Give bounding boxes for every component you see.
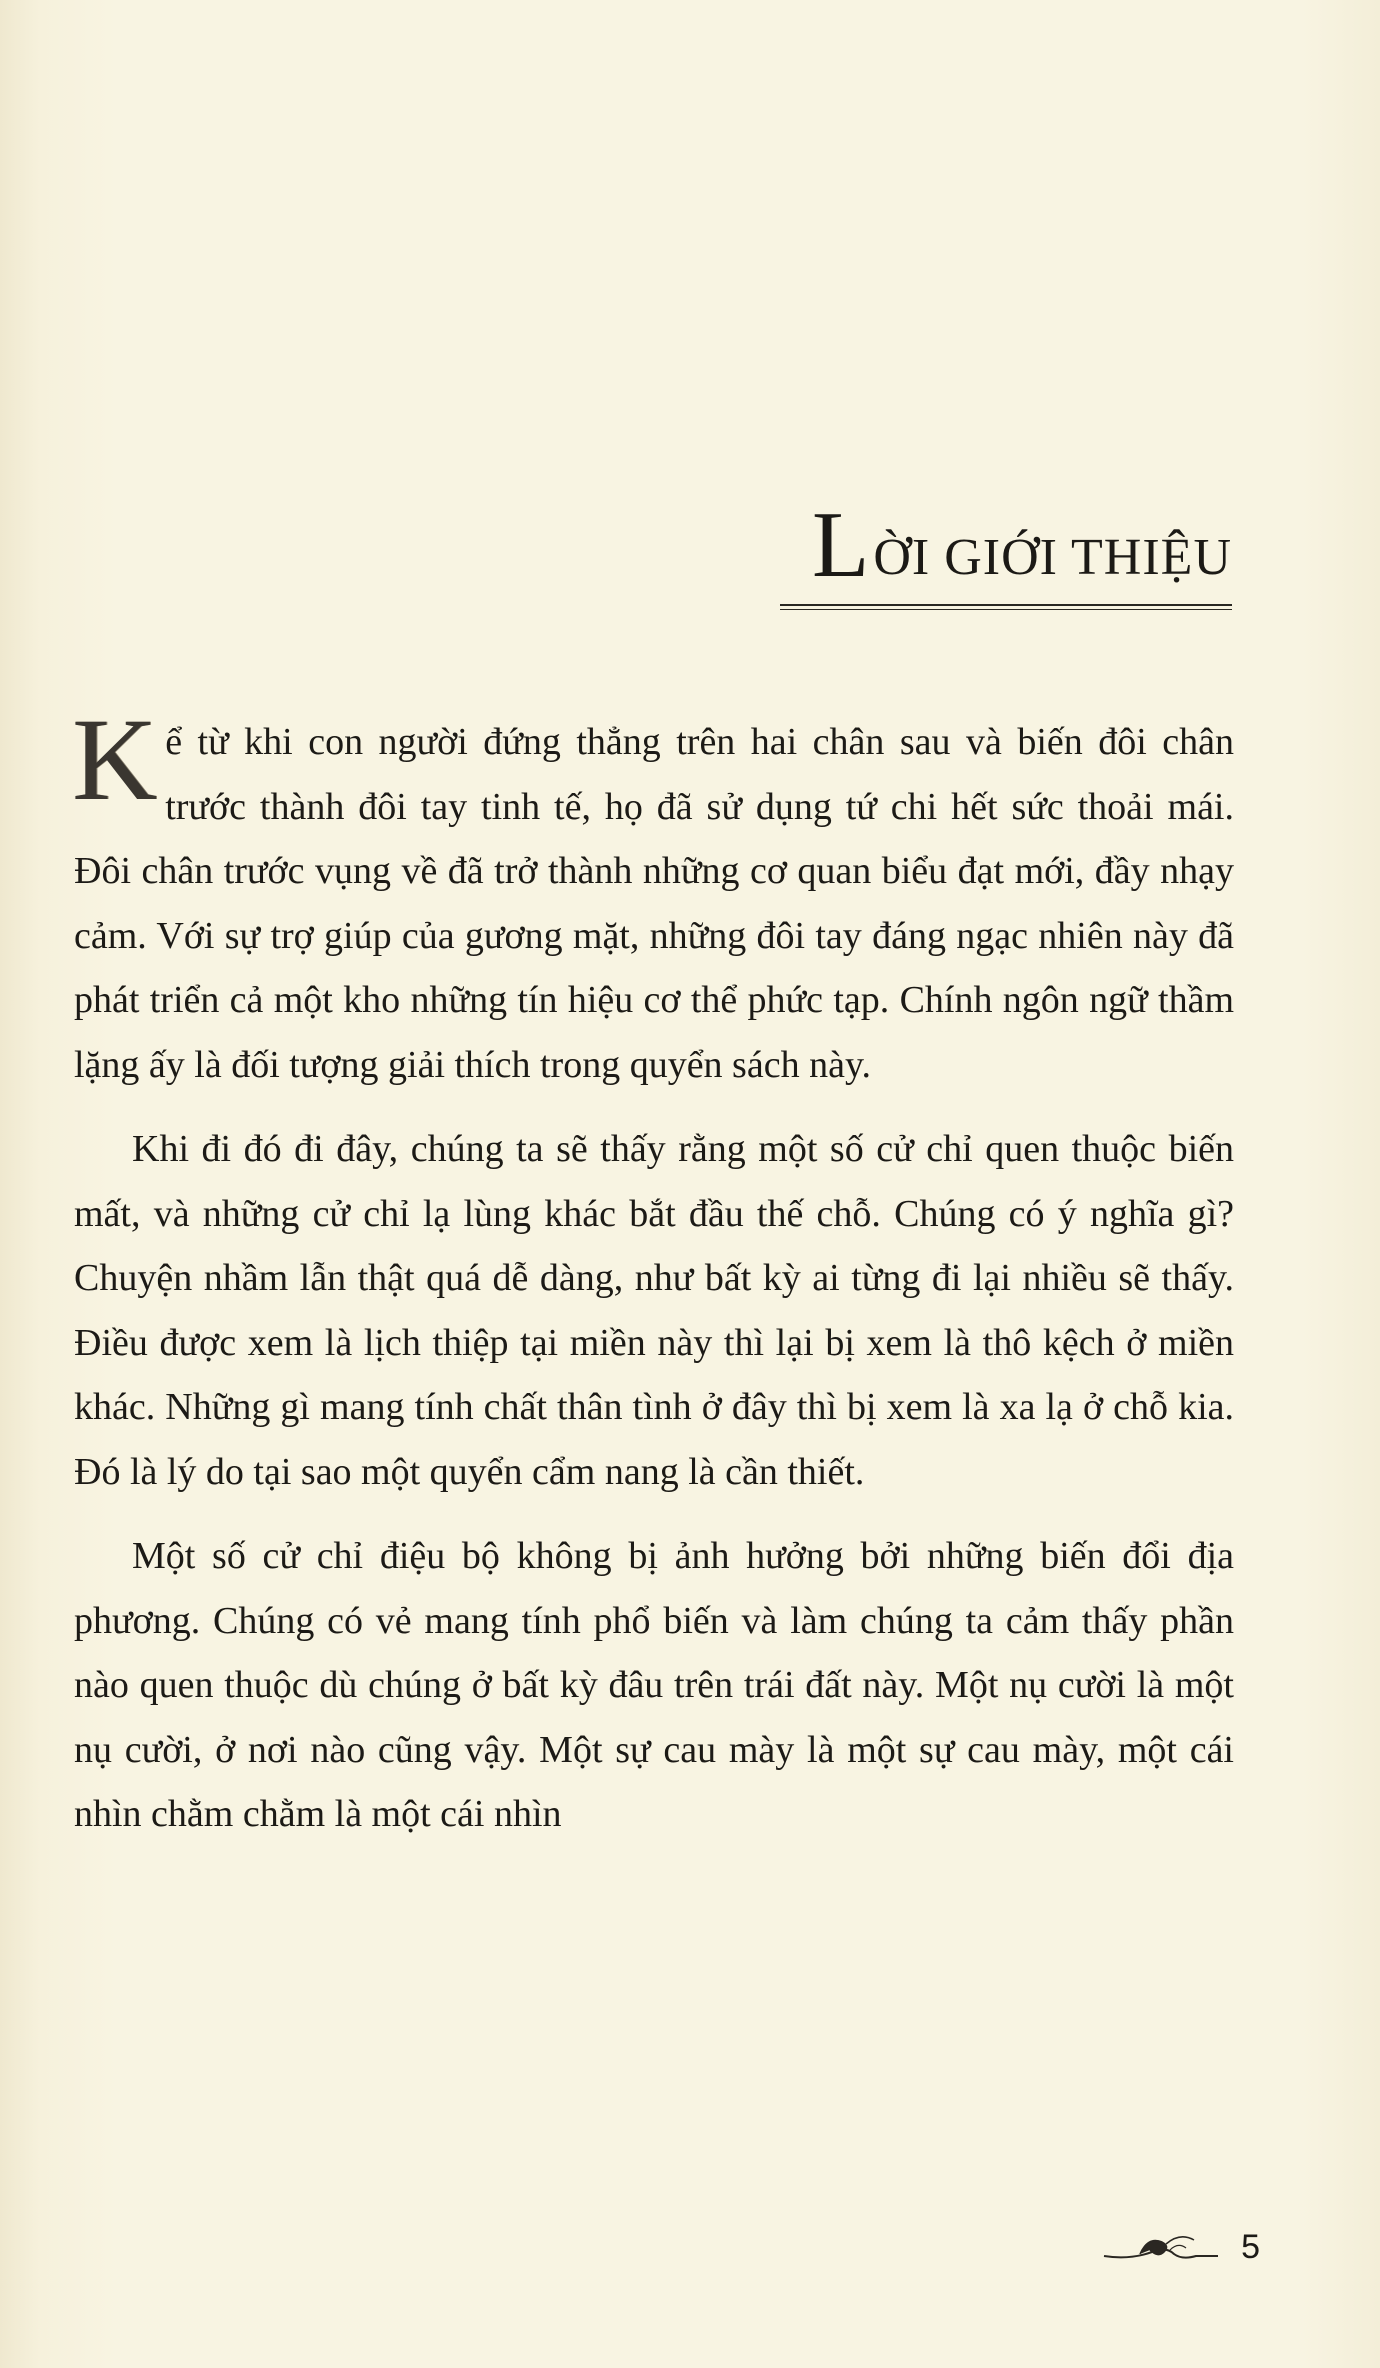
title-text: ỜI GIỚI THIỆU bbox=[873, 529, 1232, 586]
page-number: 5 bbox=[1241, 2228, 1260, 2266]
paragraph-3: Một số cử chỉ điệu bộ không bị ảnh hưởng bởi những biến đổi địa phương. Chúng có vẻ mang tính phổ biến và làm chúng ta cảm thấy phần nào quen thuộc dù chúng ở bất kỳ đâu trên trái đất này. Một nụ cười là một nụ cười, ở nơi nào cũng vậy. Một sự cau mày là một sự cau mày, một cái nhìn chằm chằm là một cái nhìn bbox=[74, 1535, 1234, 1835]
title-initial: L bbox=[811, 493, 870, 597]
page-footer bbox=[1100, 2230, 1260, 2270]
chapter-title bbox=[811, 493, 1232, 597]
title-underline bbox=[780, 604, 1232, 610]
paragraph-1-text: ể từ khi con người đứng thẳng trên hai chân sau và biến đôi chân trước thành đôi tay tinh tế, họ đã sử dụng tứ chi hết sức thoải mái. Đôi chân trước vụng về đã trở thành những cơ quan biểu đạt mới, đầy nhạy cảm. Với sự trợ giúp của gương mặt, những đôi tay đáng ngạc nhiên này đã phát triển cả một kho những tín hiệu cơ thể phức tạp. Chính ngôn ngữ thầm lặng ấy là đối tượng giải thích trong quyển sách này. bbox=[74, 721, 1234, 1086]
drop-cap: K bbox=[72, 694, 158, 825]
paragraph-1 bbox=[72, 694, 1234, 1097]
body-text bbox=[72, 694, 1234, 1847]
flourish-ornament-icon bbox=[1100, 2230, 1220, 2266]
paragraph-2: Khi đi đó đi đây, chúng ta sẽ thấy rằng một số cử chỉ quen thuộc biến mất, và những cử chỉ lạ lùng khác bắt đầu thế chỗ. Chúng có ý nghĩa gì? Chuyện nhầm lẫn thật quá dễ dàng, như bất kỳ ai từng đi lại nhiều sẽ thấy. Điều được xem là lịch thiệp tại miền này thì lại bị xem là thô kệch ở miền khác. Những gì mang tính chất thân tình ở đây thì bị xem là xa lạ ở chỗ kia. Đó là lý do tại sao một quyển cẩm nang là cần thiết. bbox=[74, 1128, 1234, 1493]
